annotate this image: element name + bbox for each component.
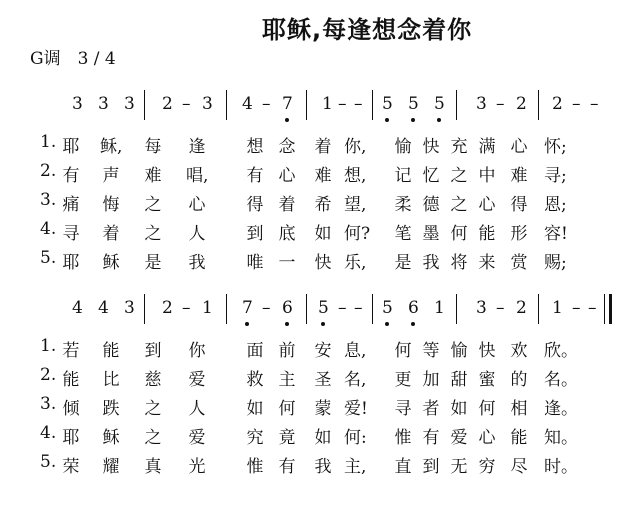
lyric-syllable: 墨 <box>422 224 440 244</box>
barline <box>538 294 539 324</box>
note: 2 <box>162 298 173 318</box>
note: 7 <box>282 94 293 114</box>
lyric-syllable: 安 <box>314 341 332 361</box>
note: – <box>182 298 191 318</box>
lyric-syllable: 何? <box>344 224 371 244</box>
lyric-syllable: 痛 <box>62 195 80 215</box>
song-title: 耶稣,每逢想念着你 <box>262 16 473 44</box>
lyric-syllable: 何 <box>450 224 468 244</box>
lyric-line <box>0 219 640 247</box>
lyric-syllable: 我 <box>314 457 332 477</box>
lyric-syllable: 欣。 <box>544 341 578 361</box>
lyric-syllable: 跌 <box>102 399 120 419</box>
lyric-syllable: 愉 <box>394 137 412 157</box>
lyric-syllable: 之 <box>144 224 162 244</box>
note: 3 <box>476 298 487 318</box>
note: 5 <box>434 94 445 114</box>
barline <box>144 90 145 120</box>
lyric-line <box>0 190 640 218</box>
lyric-syllable: 快 <box>314 253 332 273</box>
barline <box>456 90 457 120</box>
note: 4 <box>242 94 253 114</box>
note: 4 <box>72 298 83 318</box>
lyric-syllable: 耶 <box>62 137 80 157</box>
lyric-line <box>0 365 640 393</box>
verse-number: 4. <box>40 219 57 239</box>
note: 1 <box>202 298 213 318</box>
lyric-syllable: 何 <box>278 399 296 419</box>
note: 5 <box>318 298 329 318</box>
barline <box>226 90 227 120</box>
barline <box>604 294 605 324</box>
note: – <box>182 94 191 114</box>
octave-dot <box>385 118 389 122</box>
barline <box>226 294 227 324</box>
lyric-syllable: 倾 <box>62 399 80 419</box>
lyric-syllable: 时。 <box>544 457 578 477</box>
lyric-syllable: 充 <box>450 137 468 157</box>
note: 6 <box>408 298 419 318</box>
lyric-syllable: 声 <box>102 166 120 186</box>
note: – <box>338 298 347 318</box>
note: – <box>572 94 581 114</box>
lyric-syllable: 记 <box>394 166 412 186</box>
verse-number: 3. <box>40 394 57 414</box>
key-signature: G调 3 / 4 <box>30 49 116 69</box>
lyric-syllable: 唱, <box>186 166 209 186</box>
lyric-syllable: 加 <box>422 370 440 390</box>
note: 2 <box>162 94 173 114</box>
lyric-syllable: 心 <box>478 195 496 215</box>
lyric-syllable: 荣 <box>62 457 80 477</box>
lyric-syllable: 人 <box>188 224 206 244</box>
final-barline <box>609 294 612 324</box>
lyric-syllable: 之 <box>144 399 162 419</box>
lyric-syllable: 是 <box>144 253 162 273</box>
octave-dot <box>411 118 415 122</box>
lyric-syllable: 心 <box>510 137 528 157</box>
verse-number: 2. <box>40 161 57 181</box>
note: 2 <box>516 94 527 114</box>
lyric-syllable: 爱 <box>450 428 468 448</box>
lyric-line <box>0 132 640 160</box>
lyric-syllable: 每 <box>144 137 162 157</box>
note: 1 <box>434 298 445 318</box>
lyric-syllable: 稣 <box>102 253 120 273</box>
note: 3 <box>98 94 109 114</box>
lyric-syllable: 甜 <box>450 370 468 390</box>
note: 1 <box>322 94 333 114</box>
lyric-syllable: 主, <box>344 457 367 477</box>
note: 2 <box>516 298 527 318</box>
lyric-syllable: 着 <box>278 195 296 215</box>
lyric-syllable: 穷 <box>478 457 496 477</box>
lyric-syllable: 德 <box>422 195 440 215</box>
note: 5 <box>408 94 419 114</box>
lyric-syllable: 底 <box>278 224 296 244</box>
lyric-syllable: 人 <box>188 399 206 419</box>
note: 6 <box>282 298 293 318</box>
lyric-syllable: 到 <box>422 457 440 477</box>
barline <box>372 90 373 120</box>
lyric-syllable: 直 <box>394 457 412 477</box>
lyric-syllable: 相 <box>510 399 528 419</box>
lyric-syllable: 容! <box>544 224 568 244</box>
lyric-syllable: 寻; <box>544 166 567 186</box>
note: 3 <box>476 94 487 114</box>
lyric-syllable: 望, <box>344 195 367 215</box>
lyric-syllable: 慈 <box>144 370 162 390</box>
lyric-syllable: 柔 <box>394 195 412 215</box>
lyric-syllable: 之 <box>144 195 162 215</box>
verse-number: 3. <box>40 190 57 210</box>
note: 3 <box>124 94 135 114</box>
note: 3 <box>202 94 213 114</box>
lyric-syllable: 你 <box>188 341 206 361</box>
lyric-syllable: 蜜 <box>478 370 496 390</box>
lyric-syllable: 何 <box>394 341 412 361</box>
octave-dot <box>245 322 249 326</box>
note: – <box>338 94 347 114</box>
lyric-syllable: 将 <box>450 253 468 273</box>
lyric-syllable: 唯 <box>246 253 264 273</box>
lyric-syllable: 息, <box>344 341 367 361</box>
lyric-syllable: 我 <box>188 253 206 273</box>
lyric-syllable: 恩; <box>544 195 567 215</box>
lyric-line <box>0 423 640 451</box>
lyric-syllable: 名, <box>344 370 367 390</box>
lyric-syllable: 笔 <box>394 224 412 244</box>
note: – <box>496 94 505 114</box>
lyric-syllable: 愉 <box>450 341 468 361</box>
lyric-syllable: 爱! <box>344 399 368 419</box>
lyric-syllable: 比 <box>102 370 120 390</box>
lyric-syllable: 无 <box>450 457 468 477</box>
note: 2 <box>552 94 563 114</box>
notation-row-2 <box>0 290 640 334</box>
lyric-syllable: 得 <box>510 195 528 215</box>
lyric-line <box>0 452 640 480</box>
verse-number: 5. <box>40 248 57 268</box>
note: 5 <box>382 298 393 318</box>
verse-number: 1. <box>40 132 57 152</box>
lyric-syllable: 名。 <box>544 370 578 390</box>
lyric-syllable: 耀 <box>102 457 120 477</box>
note: 4 <box>98 298 109 318</box>
lyric-syllable: 面 <box>246 341 264 361</box>
lyric-syllable: 何: <box>344 428 367 448</box>
lyric-syllable: 赏 <box>510 253 528 273</box>
octave-dot <box>437 118 441 122</box>
lyric-syllable: 寻 <box>62 224 80 244</box>
lyric-syllable: 前 <box>278 341 296 361</box>
lyric-syllable: 蒙 <box>314 399 332 419</box>
note: – <box>262 94 271 114</box>
lyric-syllable: 怀; <box>544 137 567 157</box>
lyric-syllable: 耶 <box>62 428 80 448</box>
barline <box>306 294 307 324</box>
lyric-syllable: 难 <box>314 166 332 186</box>
lyric-syllable: 的 <box>510 370 528 390</box>
lyric-syllable: 欢 <box>510 341 528 361</box>
lyric-syllable: 悔 <box>102 195 120 215</box>
barline <box>456 294 457 324</box>
barline <box>372 294 373 324</box>
lyric-syllable: 着 <box>314 137 332 157</box>
lyric-syllable: 逢。 <box>544 399 578 419</box>
lyric-syllable: 逢 <box>188 137 206 157</box>
lyric-syllable: 主 <box>278 370 296 390</box>
lyric-syllable: 圣 <box>314 370 332 390</box>
lyric-syllable: 如 <box>246 399 264 419</box>
note: – <box>588 298 597 318</box>
lyric-syllable: 来 <box>478 253 496 273</box>
note: – <box>572 298 581 318</box>
note: 1 <box>552 298 563 318</box>
lyric-syllable: 心 <box>478 428 496 448</box>
lyric-syllable: 着 <box>102 224 120 244</box>
lyric-syllable: 何 <box>478 399 496 419</box>
note: 7 <box>242 298 253 318</box>
lyric-syllable: 希 <box>314 195 332 215</box>
note: 3 <box>124 298 135 318</box>
lyric-syllable: 念 <box>278 137 296 157</box>
lyric-syllable: 爱 <box>188 428 206 448</box>
note: – <box>354 298 363 318</box>
lyric-syllable: 竟 <box>278 428 296 448</box>
lyric-syllable: 惟 <box>394 428 412 448</box>
lyric-syllable: 惟 <box>246 457 264 477</box>
lyric-syllable: 寻 <box>394 399 412 419</box>
lyric-syllable: 有 <box>62 166 80 186</box>
lyric-syllable: 快 <box>422 137 440 157</box>
octave-dot <box>385 322 389 326</box>
lyric-syllable: 我 <box>422 253 440 273</box>
barline <box>538 90 539 120</box>
lyric-syllable: 稣 <box>102 428 120 448</box>
lyric-syllable: 能 <box>62 370 80 390</box>
lyric-syllable: 光 <box>188 457 206 477</box>
lyric-syllable: 想 <box>246 137 264 157</box>
lyric-syllable: 者 <box>422 399 440 419</box>
lyric-syllable: 知。 <box>544 428 578 448</box>
lyric-syllable: 稣, <box>100 137 123 157</box>
note: – <box>496 298 505 318</box>
lyric-syllable: 之 <box>450 195 468 215</box>
lyric-syllable: 更 <box>394 370 412 390</box>
octave-dot <box>285 322 289 326</box>
lyric-syllable: 究 <box>246 428 264 448</box>
note: – <box>262 298 271 318</box>
lyric-syllable: 是 <box>394 253 412 273</box>
lyric-line <box>0 336 640 364</box>
lyric-syllable: 一 <box>278 253 296 273</box>
note: – <box>590 94 599 114</box>
lyric-syllable: 尽 <box>510 457 528 477</box>
note: – <box>354 94 363 114</box>
barline <box>144 294 145 324</box>
verse-number: 5. <box>40 452 57 472</box>
lyric-syllable: 有 <box>278 457 296 477</box>
lyric-syllable: 得 <box>246 195 264 215</box>
lyric-syllable: 你, <box>344 137 367 157</box>
octave-dot <box>411 322 415 326</box>
lyric-syllable: 之 <box>144 428 162 448</box>
lyric-syllable: 真 <box>144 457 162 477</box>
lyric-syllable: 爱 <box>188 370 206 390</box>
lyric-syllable: 如 <box>314 224 332 244</box>
lyric-syllable: 满 <box>478 137 496 157</box>
lyric-syllable: 心 <box>188 195 206 215</box>
lyric-syllable: 乐, <box>344 253 367 273</box>
lyric-syllable: 若 <box>62 341 80 361</box>
lyric-syllable: 心 <box>278 166 296 186</box>
lyric-syllable: 中 <box>478 166 496 186</box>
lyric-syllable: 耶 <box>62 253 80 273</box>
lyric-syllable: 到 <box>144 341 162 361</box>
verse-number: 4. <box>40 423 57 443</box>
lyric-syllable: 难 <box>144 166 162 186</box>
lyric-syllable: 能 <box>478 224 496 244</box>
lyric-syllable: 如 <box>314 428 332 448</box>
note: 5 <box>382 94 393 114</box>
lyric-syllable: 快 <box>478 341 496 361</box>
barline <box>306 90 307 120</box>
lyric-syllable: 能 <box>102 341 120 361</box>
note: 3 <box>72 94 83 114</box>
lyric-syllable: 到 <box>246 224 264 244</box>
verse-number: 1. <box>40 336 57 356</box>
lyric-syllable: 形 <box>510 224 528 244</box>
lyric-syllable: 忆 <box>422 166 440 186</box>
notation-row-1 <box>0 86 640 130</box>
lyric-syllable: 之 <box>450 166 468 186</box>
octave-dot <box>285 118 289 122</box>
lyric-syllable: 想, <box>344 166 367 186</box>
lyric-syllable: 赐; <box>544 253 567 273</box>
lyric-line <box>0 394 640 422</box>
lyric-syllable: 如 <box>450 399 468 419</box>
lyric-syllable: 能 <box>510 428 528 448</box>
verse-number: 2. <box>40 365 57 385</box>
lyric-syllable: 难 <box>510 166 528 186</box>
lyric-syllable: 有 <box>422 428 440 448</box>
octave-dot <box>321 322 325 326</box>
lyric-syllable: 救 <box>246 370 264 390</box>
lyric-syllable: 等 <box>422 341 440 361</box>
lyric-line <box>0 161 640 189</box>
lyric-line <box>0 248 640 276</box>
lyric-syllable: 有 <box>246 166 264 186</box>
